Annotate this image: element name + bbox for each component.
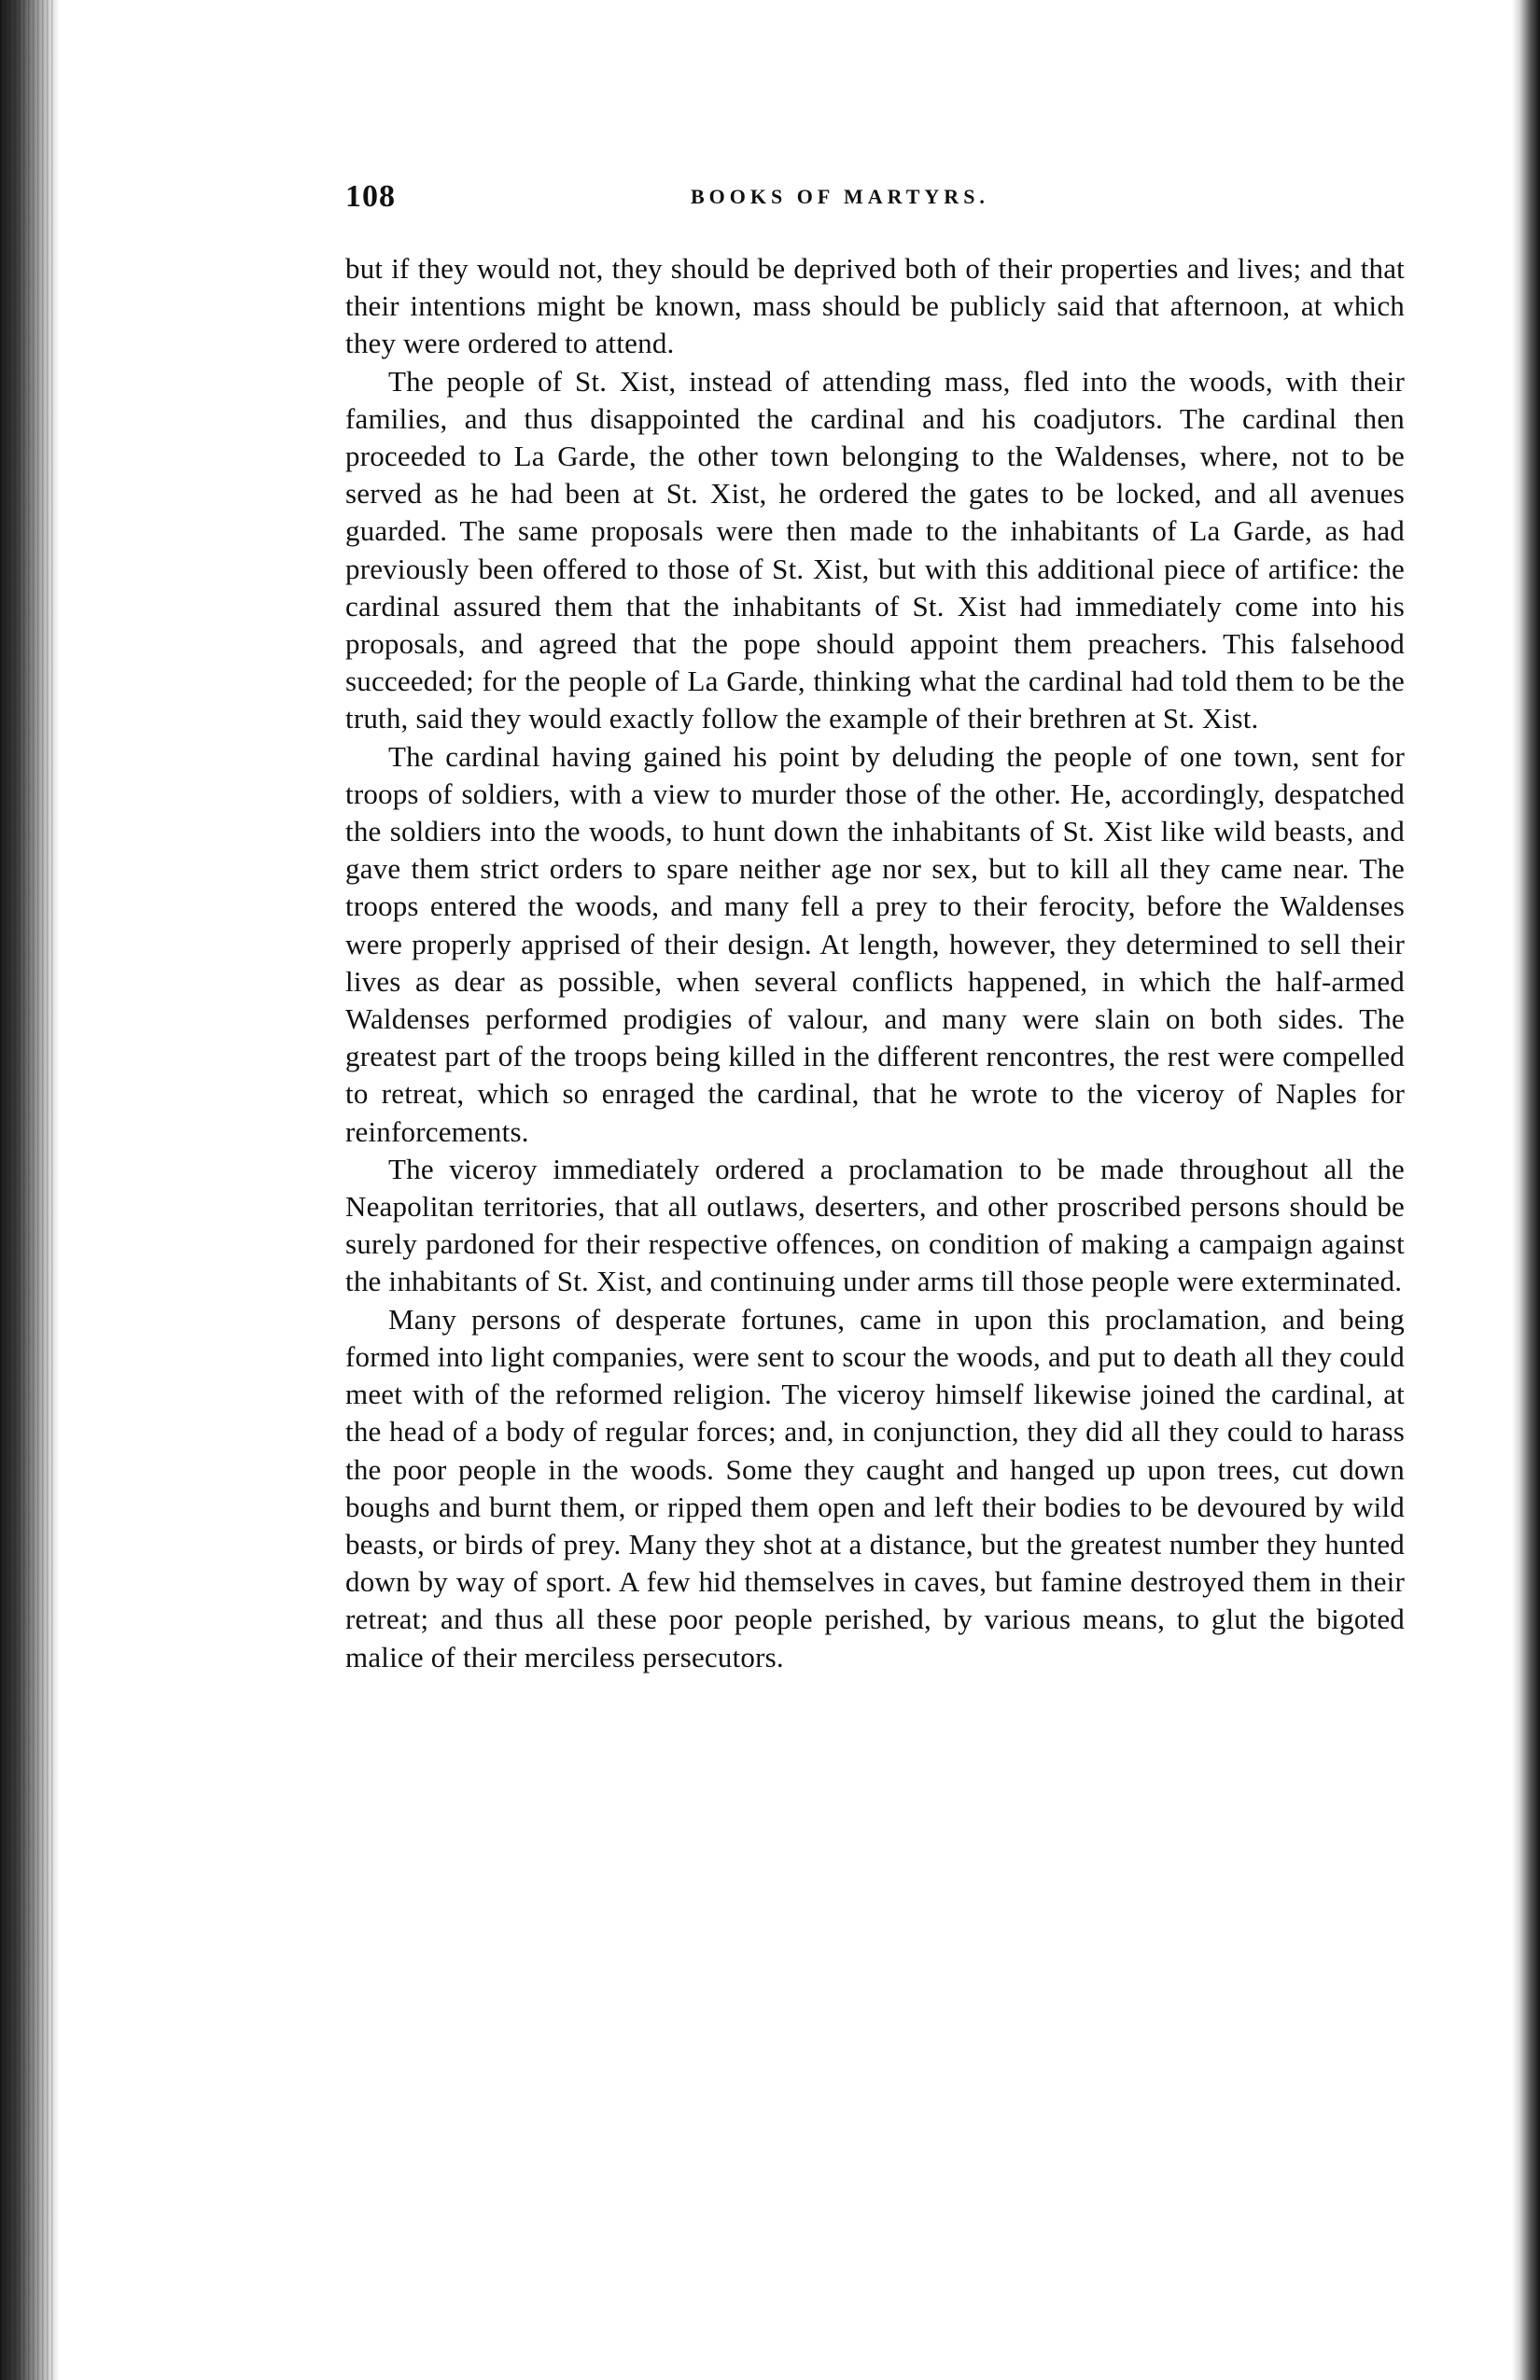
page-number: 108 <box>345 179 396 214</box>
page-edge-shadow <box>1512 0 1540 2380</box>
paragraph: The people of St. Xist, instead of attending mass, fled into the woods, with their families, and thus disappointed the cardinal and his coadjutors. The cardinal then proceeded to La Garde, the other town belonging to the Waldenses, where, not to be served as he had been at St. Xist, he ordered the gates to be locked, and all avenues guarded. The same proposals were then made to the inhabitants of La Garde, as had previously been offered to those of St. Xist, but with this additional piece of artifice: the cardinal assured them that the inhabitants of St. Xist had immediately come into his proposals, and agreed that the pope should appoint them preachers. This falsehood succeeded; for the people of La Garde, thinking what the cardinal had told them to be the truth, said they would exactly follow the example of their brethren at St. Xist. <box>345 364 1405 735</box>
page-content <box>345 168 1405 2128</box>
paragraph: The cardinal having gained his point by deluding the people of one town, sent for troops of soldiers, with a view to murder those of the other. He, accordingly, despatched the soldiers into the woods, to hunt down the inhabitants of St. Xist like wild beasts, and gave them strict orders to spare neither age nor sex, but to kill all they came near. The troops entered the woods, and many fell a prey to their ferocity, before the Waldenses were properly apprised of their design. At length, however, they determined to sell their lives as dear as possible, when several conflicts happened, in which the half-armed Waldenses performed prodigies of valour, and many were slain on both sides. The greatest part of the troops being killed in the different rencontres, the rest were compelled to retreat, which so enraged the cardinal, that he wrote to the viceroy of Naples for reinforcements. <box>345 739 1405 1148</box>
gutter-texture <box>0 0 56 2380</box>
running-title: BOOKS OF MARTYRS. <box>691 185 989 208</box>
body-text <box>345 250 1405 1676</box>
paragraph: Many persons of desperate fortunes, came in upon this proclamation, and being formed into light companies, were sent to scour the woods, and put to death all they could meet with of the reformed religion. The viceroy himself likewise joined the cardinal, at the head of a body of regular forces; and, in conjunction, they did all they could to harass the poor people in the woods. Some they caught and hanged up upon trees, cut down boughs and burnt them, or ripped them open and left their bodies to be devoured by wild beasts, or birds of prey. Many they shot at a distance, but the greatest number they hunted down by way of sport. A few hid themselves in caves, but famine destroyed them in their retreat; and thus all these poor people perished, by various means, to glut the bigoted malice of their merciless persecutors. <box>345 1302 1405 1673</box>
running-head <box>345 168 1405 233</box>
paragraph: The viceroy immediately ordered a proclamation to be made throughout all the Neapolitan territories, that all outlaws, deserters, and other proscribed persons should be surely pardoned for their respective offences, on condition of making a campaign against the inhabitants of St. Xist, and continuing under arms till those people were exterminated. <box>345 1152 1405 1298</box>
paragraph-continuation: but if they would not, they should be deprived both of their properties and lives; and that their intentions might be known, mass should be publicly said that afternoon, at which they were ordered to attend. <box>345 252 1405 360</box>
